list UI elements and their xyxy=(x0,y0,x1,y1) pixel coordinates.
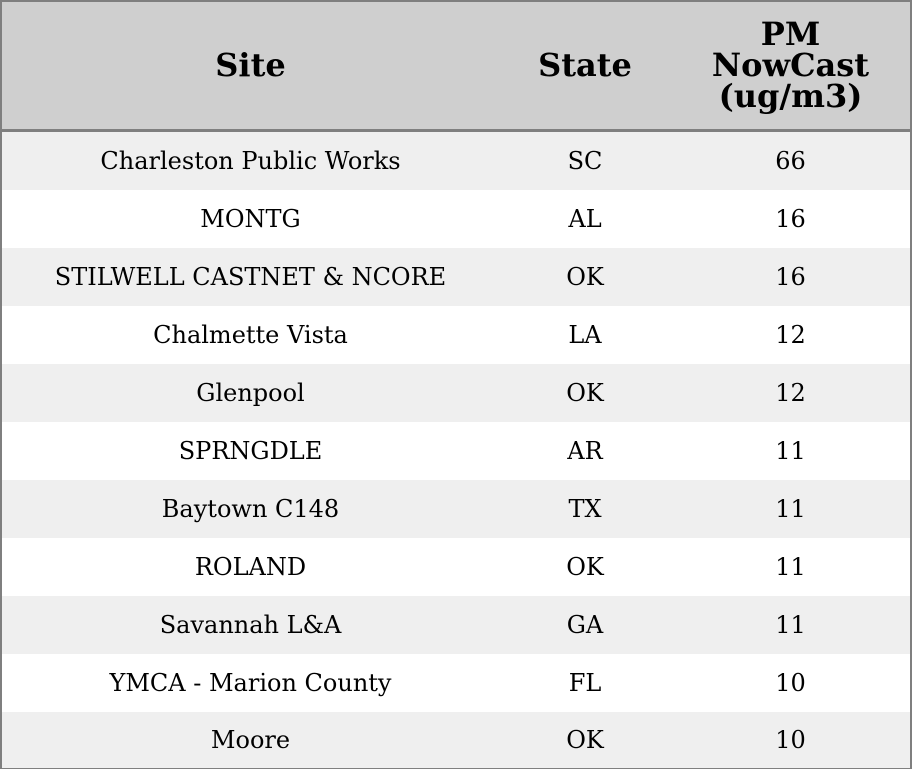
header-row xyxy=(2,2,910,131)
header-state: State xyxy=(499,2,671,131)
table-row xyxy=(2,422,910,480)
cell-site: MONTG xyxy=(2,190,499,248)
cell-state: FL xyxy=(499,654,671,712)
cell-state: GA xyxy=(499,596,671,654)
cell-site: STILWELL CASTNET & NCORE xyxy=(2,248,499,306)
header-pm-line3: (ug/m3) xyxy=(718,77,863,115)
cell-site: ROLAND xyxy=(2,538,499,596)
cell-state: OK xyxy=(499,364,671,422)
cell-pm: 66 xyxy=(671,131,910,191)
cell-site: Glenpool xyxy=(2,364,499,422)
header-pm-line2: NowCast xyxy=(711,46,870,84)
cell-pm: 10 xyxy=(671,654,910,712)
header-pm-nowcast xyxy=(671,2,910,131)
cell-site: Baytown C148 xyxy=(2,480,499,538)
table-row xyxy=(2,131,910,191)
cell-state: OK xyxy=(499,538,671,596)
cell-state: OK xyxy=(499,712,671,768)
cell-pm: 16 xyxy=(671,248,910,306)
cell-state: OK xyxy=(499,248,671,306)
table-row xyxy=(2,306,910,364)
cell-pm: 16 xyxy=(671,190,910,248)
cell-pm: 12 xyxy=(671,306,910,364)
cell-pm: 10 xyxy=(671,712,910,768)
table-header xyxy=(2,2,910,131)
cell-state: TX xyxy=(499,480,671,538)
table-row xyxy=(2,538,910,596)
cell-site: Chalmette Vista xyxy=(2,306,499,364)
cell-pm: 11 xyxy=(671,422,910,480)
cell-state: LA xyxy=(499,306,671,364)
cell-pm: 11 xyxy=(671,480,910,538)
header-pm-line1: PM xyxy=(760,15,821,53)
table-row xyxy=(2,712,910,768)
cell-pm: 11 xyxy=(671,538,910,596)
cell-state: AL xyxy=(499,190,671,248)
cell-site: Savannah L&A xyxy=(2,596,499,654)
table-row xyxy=(2,190,910,248)
table-row xyxy=(2,654,910,712)
cell-state: AR xyxy=(499,422,671,480)
cell-pm: 11 xyxy=(671,596,910,654)
table-row xyxy=(2,248,910,306)
header-site: Site xyxy=(2,2,499,131)
cell-site: Moore xyxy=(2,712,499,768)
cell-site: Charleston Public Works xyxy=(2,131,499,191)
cell-state: SC xyxy=(499,131,671,191)
table-body xyxy=(2,131,910,769)
table-row xyxy=(2,596,910,654)
cell-pm: 12 xyxy=(671,364,910,422)
cell-site: YMCA - Marion County xyxy=(2,654,499,712)
table-row xyxy=(2,364,910,422)
table-row xyxy=(2,480,910,538)
pm-nowcast-table xyxy=(2,2,910,768)
cell-site: SPRNGDLE xyxy=(2,422,499,480)
